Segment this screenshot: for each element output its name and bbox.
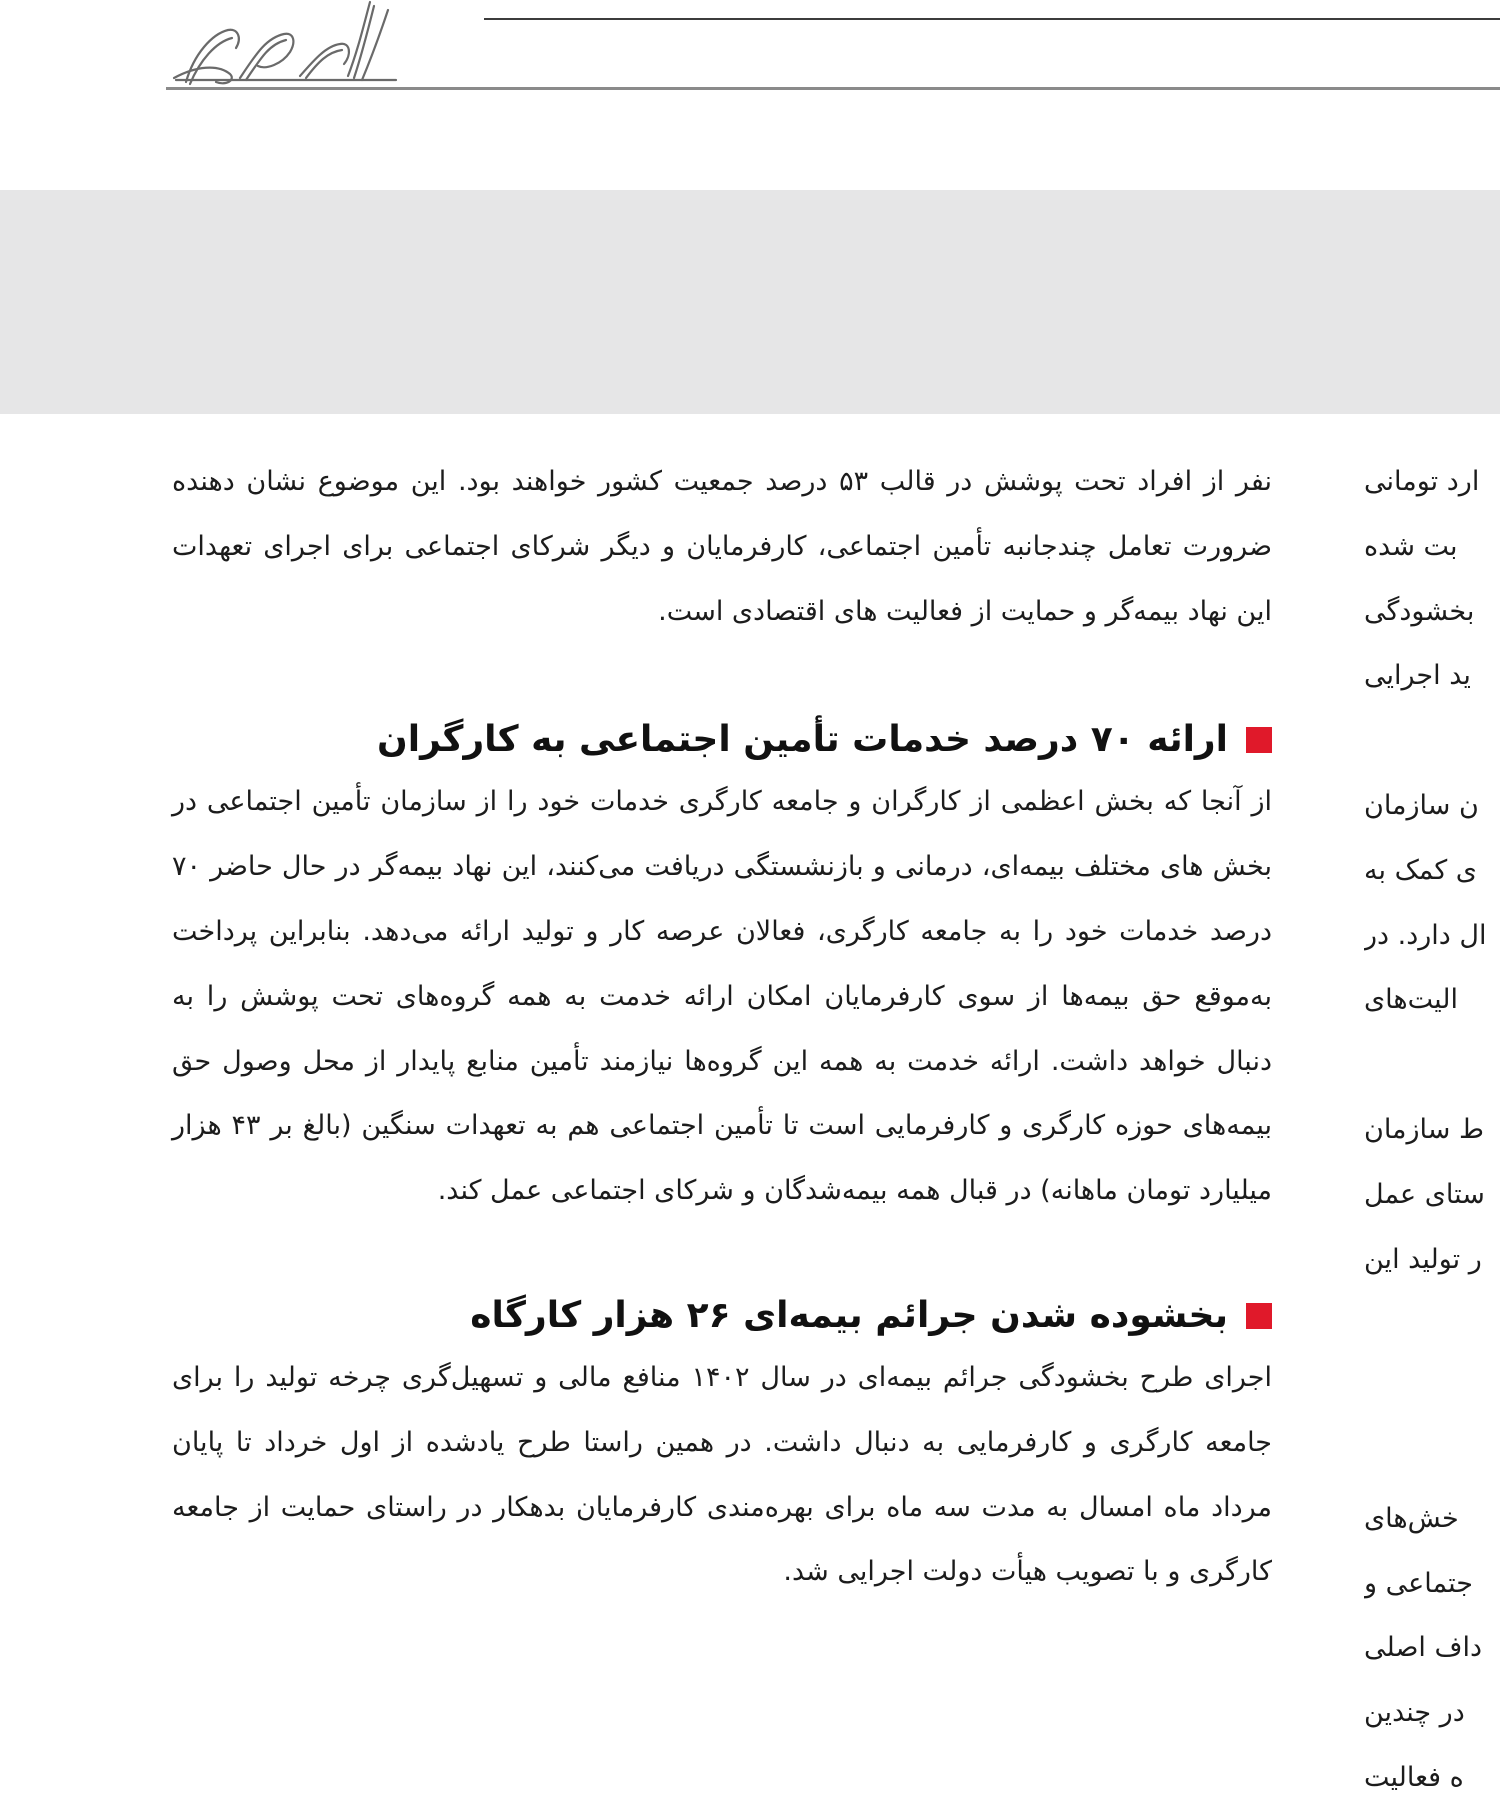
text-fragment: بت شده xyxy=(1364,530,1458,562)
spacer xyxy=(1364,1422,1500,1487)
spacer xyxy=(1364,1357,1500,1422)
services-paragraph: از آنجا که بخش اعظمی از کارگران و جامعه کارگری خدمات خود را از سازمان تأمین اجتماعی در بخش های مختلف بیمه‌ای، درمانی و بازنشستگی دریافت می‌کنند، این نهاد بیمه‌گر در حال حاضر ۷۰ درصد خدمات خود را به جامعه کارگری، فعالان عرصه کار و تولید ارائه می‌دهد. بنابراین پرداخت به‌موقع حق بیمه‌ها از سوی کارفرمایان امکان ارائه خدمت به همه گروه‌های تحت پوشش را به دنبال خواهد داشت. ارائه خدمت به همه این گروه‌ها نیازمند تأمین منابع پایدار از محل وصول حق بیمه‌های حوزه کارگری و کارفرمایی است تا تأمین اجتماعی هم به تعهدات سنگین (بالغ بر ۴۳ هزار میلیارد تومان ماهانه) در قبال همه بیمه‌شدگان و شرکای اجتماعی عمل کند. xyxy=(172,786,1273,1207)
masthead-rule-top xyxy=(484,18,1500,20)
text-fragment: داف اصلی xyxy=(1364,1632,1482,1664)
spacer xyxy=(172,644,1272,710)
text-fragment: ستای عمل xyxy=(1364,1178,1485,1210)
text-fragment: ن سازمان xyxy=(1364,789,1479,821)
spacer xyxy=(1364,1292,1500,1357)
gray-banner xyxy=(0,190,1500,414)
section-heading-services-text: ارائه ۷۰ درصد خدمات تأمین اجتماعی به کارگران xyxy=(377,719,1228,761)
text-fragment: الیت‌های xyxy=(1364,984,1458,1016)
text-fragment: خش‌های xyxy=(1364,1502,1459,1534)
masthead xyxy=(0,0,1500,100)
article-column-right-partial xyxy=(1364,450,1500,1811)
text-fragment: ه فعالیت xyxy=(1364,1761,1464,1793)
spacer xyxy=(172,1224,1272,1286)
text-fragment: ید اجرایی xyxy=(1364,660,1471,692)
text-fragment: ی کمک به xyxy=(1364,854,1477,886)
text-fragment: ارد تومانی xyxy=(1364,466,1480,497)
intro-paragraph: نفر از افراد تحت پوشش در قالب ۵۳ درصد جمعیت کشور خواهند بود. این موضوع نشان دهنده ضرورت تعامل چندجانبه تأمین اجتماعی، کارفرمایان و دیگر شرکای اجتماعی برای اجرای تعهدات این نهاد بیمه‌گر و حمایت از فعالیت های اقتصادی است. xyxy=(172,466,1273,627)
section-heading-penalties xyxy=(172,1286,1272,1346)
section-heading-penalties-text: بخشوده شدن جرائم بیمه‌ای ۲۶ هزار کارگاه xyxy=(470,1294,1228,1336)
masthead-rule-bottom xyxy=(166,87,1500,90)
section-heading-services xyxy=(172,710,1272,770)
logo-calligraphy-icon xyxy=(166,0,398,94)
publication-logo[interactable] xyxy=(166,0,398,94)
text-fragment: ال دارد. در xyxy=(1364,919,1487,951)
text-fragment: ر تولید این xyxy=(1364,1243,1482,1275)
text-fragment: جتماعی و xyxy=(1364,1567,1473,1599)
red-square-icon xyxy=(1246,1303,1272,1329)
article-column-main xyxy=(172,450,1272,1605)
spacer xyxy=(1364,709,1500,774)
text-fragment: در چندین xyxy=(1364,1697,1465,1729)
text-fragment: ط سازمان xyxy=(1364,1113,1484,1145)
red-square-icon xyxy=(1246,727,1272,753)
spacer xyxy=(1364,1033,1500,1098)
text-fragment: بخشودگی xyxy=(1364,595,1475,627)
penalties-paragraph: اجرای طرح بخشودگی جرائم بیمه‌ای در سال ۱۴۰۲ منافع مالی و تسهیل‌گری چرخه تولید را برای جامعه کارگری و کارفرمایی به دنبال داشت. در همین راستا طرح یادشده از اول خرداد تا پایان مرداد ماه امسال به مدت سه ماه برای بهره‌مندی کارفرمایان بدهکار در راستای حمایت از جامعه کارگری و با تصویب هیأت دولت اجرایی شد. xyxy=(172,1361,1273,1588)
